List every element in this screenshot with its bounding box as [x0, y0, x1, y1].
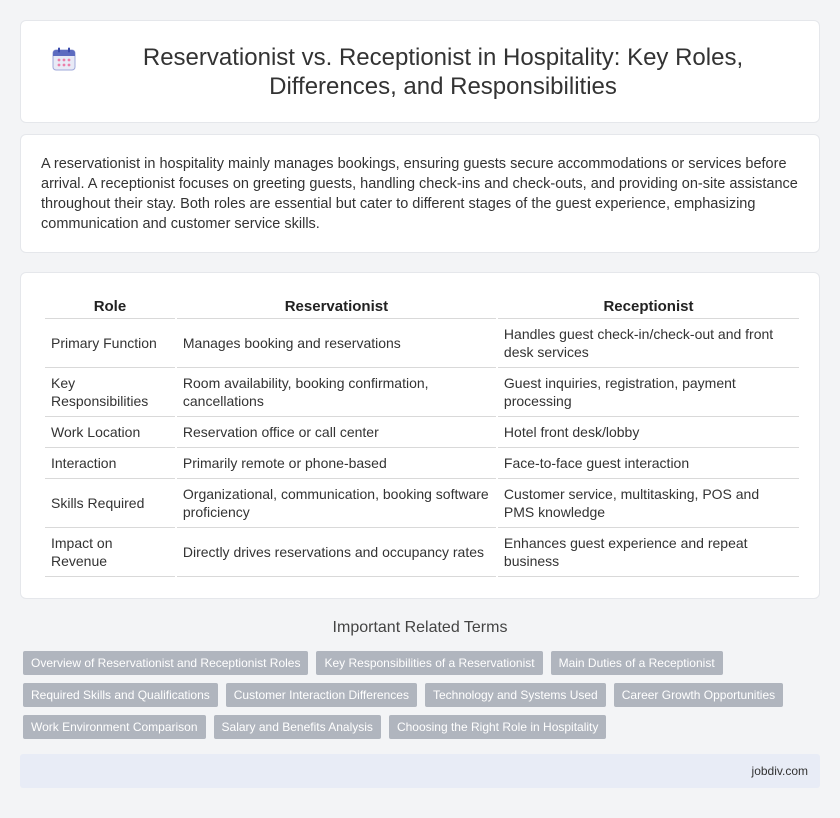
table-row — [45, 528, 799, 577]
receptionist-cell: Handles guest check-in/check-out and front desk services — [498, 319, 799, 368]
receptionist-cell: Face-to-face guest interaction — [498, 448, 799, 479]
row-label: Key Responsibilities — [45, 368, 175, 417]
related-term-link[interactable]: Technology and Systems Used — [425, 683, 606, 707]
row-label: Work Location — [45, 417, 175, 448]
reservationist-cell: Organizational, communication, booking software proficiency — [177, 479, 496, 528]
related-term-link[interactable]: Work Environment Comparison — [23, 715, 206, 739]
page-title: Reservationist vs. Receptionist in Hospitality: Key Roles, Differences, and Responsibilities — [142, 43, 744, 100]
receptionist-cell: Customer service, multitasking, POS and PMS knowledge — [498, 479, 799, 528]
comparison-card — [20, 272, 820, 599]
reservationist-cell: Directly drives reservations and occupancy rates — [177, 528, 496, 577]
header-role: Role — [45, 297, 175, 319]
title-row — [51, 43, 789, 101]
related-terms-title: Important Related Terms — [332, 619, 508, 636]
related-term-link[interactable]: Required Skills and Qualifications — [23, 683, 218, 707]
header-reservationist: Reservationist — [177, 297, 496, 319]
intro-card — [20, 134, 820, 253]
table-row — [45, 368, 799, 417]
reservationist-cell: Manages booking and reservations — [177, 319, 496, 368]
related-term-link[interactable]: Main Duties of a Receptionist — [551, 651, 723, 675]
reservationist-cell: Room availability, booking confirmation, cancellations — [177, 368, 496, 417]
header-receptionist: Receptionist — [498, 297, 799, 319]
related-term-link[interactable]: Key Responsibilities of a Reservationist — [316, 651, 542, 675]
row-label: Impact on Revenue — [45, 528, 175, 577]
related-term-link[interactable]: Salary and Benefits Analysis — [214, 715, 381, 739]
related-terms-list — [23, 651, 813, 739]
table-header-row — [45, 297, 799, 319]
related-term-link[interactable]: Career Growth Opportunities — [614, 683, 783, 707]
related-term-link[interactable]: Overview of Reservationist and Receptionist Roles — [23, 651, 308, 675]
reservationist-cell: Reservation office or call center — [177, 417, 496, 448]
row-label: Skills Required — [45, 479, 175, 528]
comparison-table — [43, 297, 801, 577]
row-label: Interaction — [45, 448, 175, 479]
intro-paragraph: A reservationist in hospitality mainly manages bookings, ensuring guests secure accommodations or services before arrival. A receptionist focuses on greeting guests, handling check-ins and check-outs, and providing on-site assistance throughout their stay. Both roles are essential but cater to different stages of the guest experience, emphasizing communication and customer service skills. — [41, 156, 798, 232]
site-link[interactable]: jobdiv.com — [751, 764, 808, 778]
calendar-icon — [51, 46, 77, 72]
receptionist-cell: Guest inquiries, registration, payment processing — [498, 368, 799, 417]
footer — [20, 754, 820, 788]
reservationist-cell: Primarily remote or phone-based — [177, 448, 496, 479]
related-term-link[interactable]: Customer Interaction Differences — [226, 683, 417, 707]
related-term-link[interactable]: Choosing the Right Role in Hospitality — [389, 715, 606, 739]
table-row — [45, 417, 799, 448]
table-row — [45, 319, 799, 368]
row-label: Primary Function — [45, 319, 175, 368]
table-row — [45, 479, 799, 528]
receptionist-cell: Hotel front desk/lobby — [498, 417, 799, 448]
receptionist-cell: Enhances guest experience and repeat business — [498, 528, 799, 577]
title-card — [20, 20, 820, 123]
table-row — [45, 448, 799, 479]
